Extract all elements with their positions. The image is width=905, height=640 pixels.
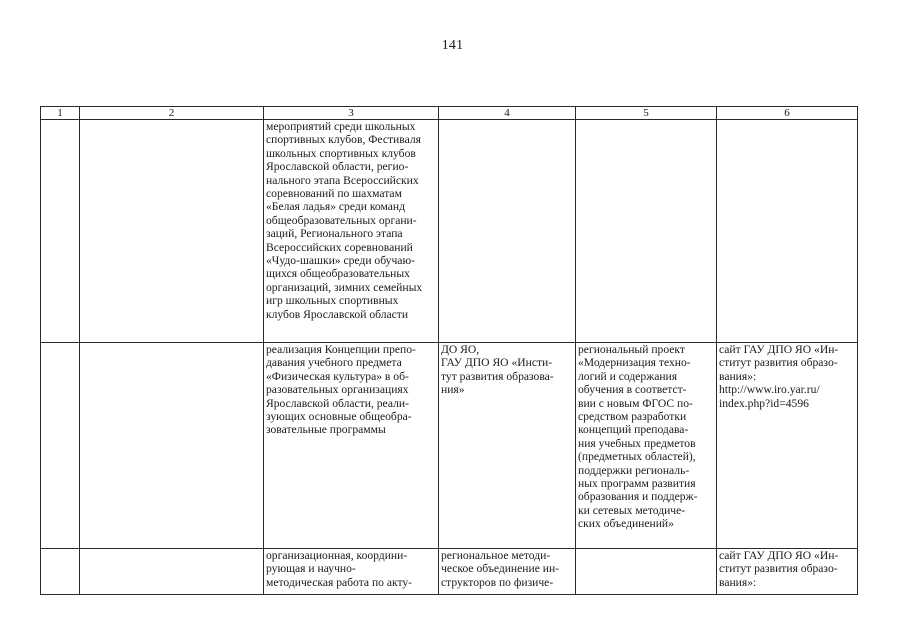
table-header-row	[41, 107, 858, 120]
table-cell	[80, 549, 264, 595]
table-cell: региональное методи- ческое объединение ин- структоров по физиче-	[439, 549, 576, 595]
table-cell: сайт ГАУ ДПО ЯО «Ин- ститут развития образо- вания»: http://www.iro.yar.ru/ index.php?id=4596	[717, 343, 858, 549]
table-row	[41, 343, 858, 549]
table-cell	[80, 343, 264, 549]
table-cell: организационная, координи- рующая и научно- методическая работа по акту-	[264, 549, 439, 595]
table-cell	[717, 120, 858, 343]
table-cell	[80, 120, 264, 343]
table-cell: мероприятий среди школьных спортивных клубов, Фестиваля школьных спортивных клубов Ярославской области, регио- нального этапа Всероссийских соревнований по шахматам «Белая ладья» среди команд общеобразовательных органи- заций, Регионального этапа Всероссийских соревнований «Чудо-шашки» среди обучаю- щихся общеобразовательных организаций, зимних семейных игр школьных спортивных клубов Ярославской области	[264, 120, 439, 343]
document-table	[40, 106, 858, 595]
table-cell	[41, 120, 80, 343]
table-cell: сайт ГАУ ДПО ЯО «Ин- ститут развития образо- вания»:	[717, 549, 858, 595]
table-cell	[576, 120, 717, 343]
column-header-5: 5	[576, 107, 717, 120]
table-cell	[576, 549, 717, 595]
column-header-4: 4	[439, 107, 576, 120]
table-cell: ДО ЯО, ГАУ ДПО ЯО «Инсти- тут развития образова- ния»	[439, 343, 576, 549]
column-header-2: 2	[80, 107, 264, 120]
table-cell	[41, 343, 80, 549]
table-cell	[41, 549, 80, 595]
column-header-1: 1	[41, 107, 80, 120]
table-cell: региональный проект «Модернизация техно- логий и содержания обучения в соответст- вии с новым ФГОС по- средством разработки концепций преподава- ния учебных предметов (предметных областей), поддержки региональ- ных программ развития образования и поддерж- ки сетевых методиче- ских объединений»	[576, 343, 717, 549]
table-row	[41, 549, 858, 595]
page-number: 141	[441, 38, 464, 53]
table-cell	[439, 120, 576, 343]
table-cell: реализация Концепции препо- давания учебного предмета «Физическая культура» в об- разовательных организациях Ярославской области, реали- зующих основные общеобра- зовательные программы	[264, 343, 439, 549]
table-row	[41, 120, 858, 343]
column-header-6: 6	[717, 107, 858, 120]
column-header-3: 3	[264, 107, 439, 120]
